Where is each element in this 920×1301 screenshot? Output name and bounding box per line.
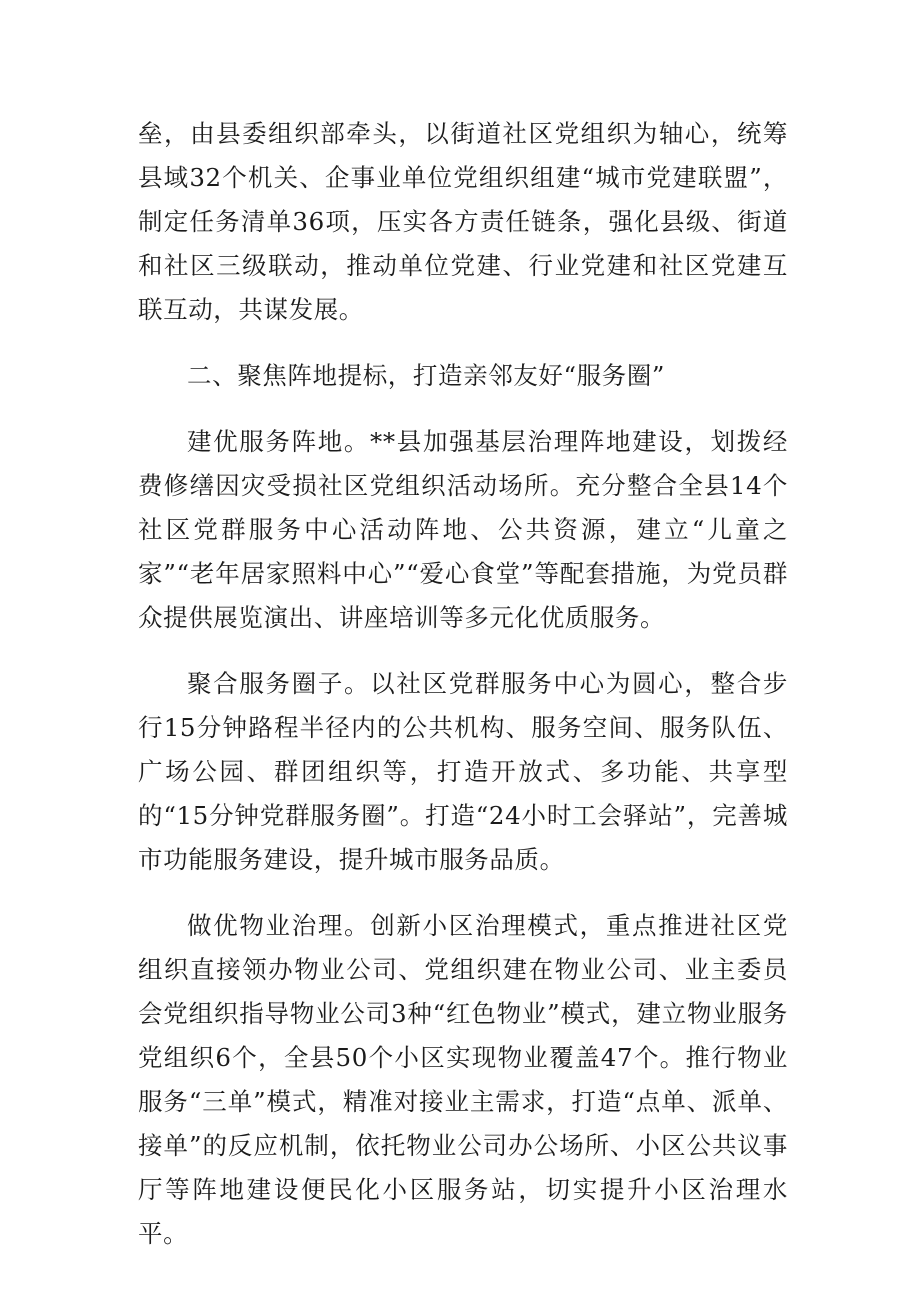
section-heading: 二、聚焦阵地提标，打造亲邻友好“服务圈” [187, 361, 666, 390]
paragraph-service-base: 建优服务阵地。**县加强基层治理阵地建设，划拨经费修缮因灾受损社区党组织活动场所。充分整合全县14个社区党群服务中心活动阵地、公共资源，建立“儿童之家”“老年居家照料中心”“爱心食堂”等配套措施，为党员群众提供展览演出、讲座培训等多元化优质服务。 [138, 427, 788, 632]
paragraph-service-circle: 聚合服务圈子。以社区党群服务中心为圆心，整合步行15分钟路程半径内的公共机构、服务空间、服务队伍、广场公园、群团组织等，打造开放式、多功能、共享型的“15分钟党群服务圈”。打造“24小时工会驿站”，完善城市功能服务建设，提升城市服务品质。 [138, 669, 788, 874]
document-body [138, 112, 788, 1256]
paragraph-property-governance: 做优物业治理。创新小区治理模式，重点推进社区党组织直接领办物业公司、党组织建在物业公司、业主委员会党组织指导物业公司3种“红色物业”模式，建立物业服务党组织6个，全县50个小区实现物业覆盖47个。推行物业服务“三单”模式，精准对接业主需求，打造“点单、派单、接单”的反应机制，依托物业公司办公场所、小区公共议事厅等阵地建设便民化小区服务站，切实提升小区治理水平。 [138, 911, 788, 1248]
paragraph-continued: 垒，由县委组织部牵头，以街道社区党组织为轴心，统筹县域32个机关、企事业单位党组织组建“城市党建联盟”，制定任务清单36项，压实各方责任链条，强化县级、街道和社区三级联动，推动单位党建、行业党建和社区党建互联互动，共谋发展。 [138, 119, 788, 324]
